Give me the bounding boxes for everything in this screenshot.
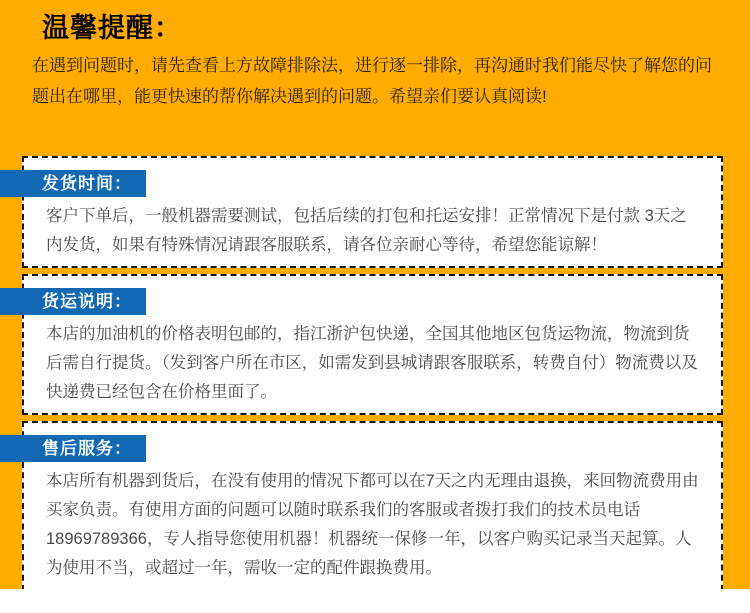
warm-reminder-text: 在遇到问题时，请先查看上方故障排除法，进行逐一排除，再沟通时我们能尽快了解您的问题出在哪里，能更快速的帮你解决遇到的问题。希望亲们要认真阅读!: [32, 56, 712, 106]
freight-info-text: 本店的加油机的价格表明包邮的，指江浙沪包快递，全国其他地区包货运物流，物流到货后需自行提货。（发到客户所在市区，如需发到县城请跟客服联系，转费自付）物流费以及快递费已经包含在价格里面了。: [46, 325, 698, 401]
after-sales-label: 售后服务：: [0, 435, 146, 462]
shipping-time-box: [22, 156, 723, 268]
freight-info-box: [22, 274, 723, 415]
freight-info-label: 货运说明：: [0, 288, 146, 315]
after-sales-box: [22, 421, 723, 589]
warm-reminder-title: 温馨提醒：: [42, 13, 182, 43]
shipping-time-label: 发货时间：: [0, 170, 146, 197]
after-sales-text: 本店所有机器到货后，在没有使用的情况下都可以在7天之内无理由退换，来回物流费用由买家负责。有使用方面的问题可以随时联系我们的客服或者拨打我们的技术员电话 18969789366，专人指导您使用机器！机器统一保修一年，以客户购买记录当天起算。人为使用不当，或超过一年，需收一定的配件跟换费用。: [46, 472, 699, 577]
shipping-time-text: 客户下单后，一般机器需要测试，包括后续的打包和托运安排！正常情况下是付款 3天之内发货，如果有特殊情况请跟客服联系，请各位亲耐心等待，希望您能谅解！: [46, 207, 687, 254]
